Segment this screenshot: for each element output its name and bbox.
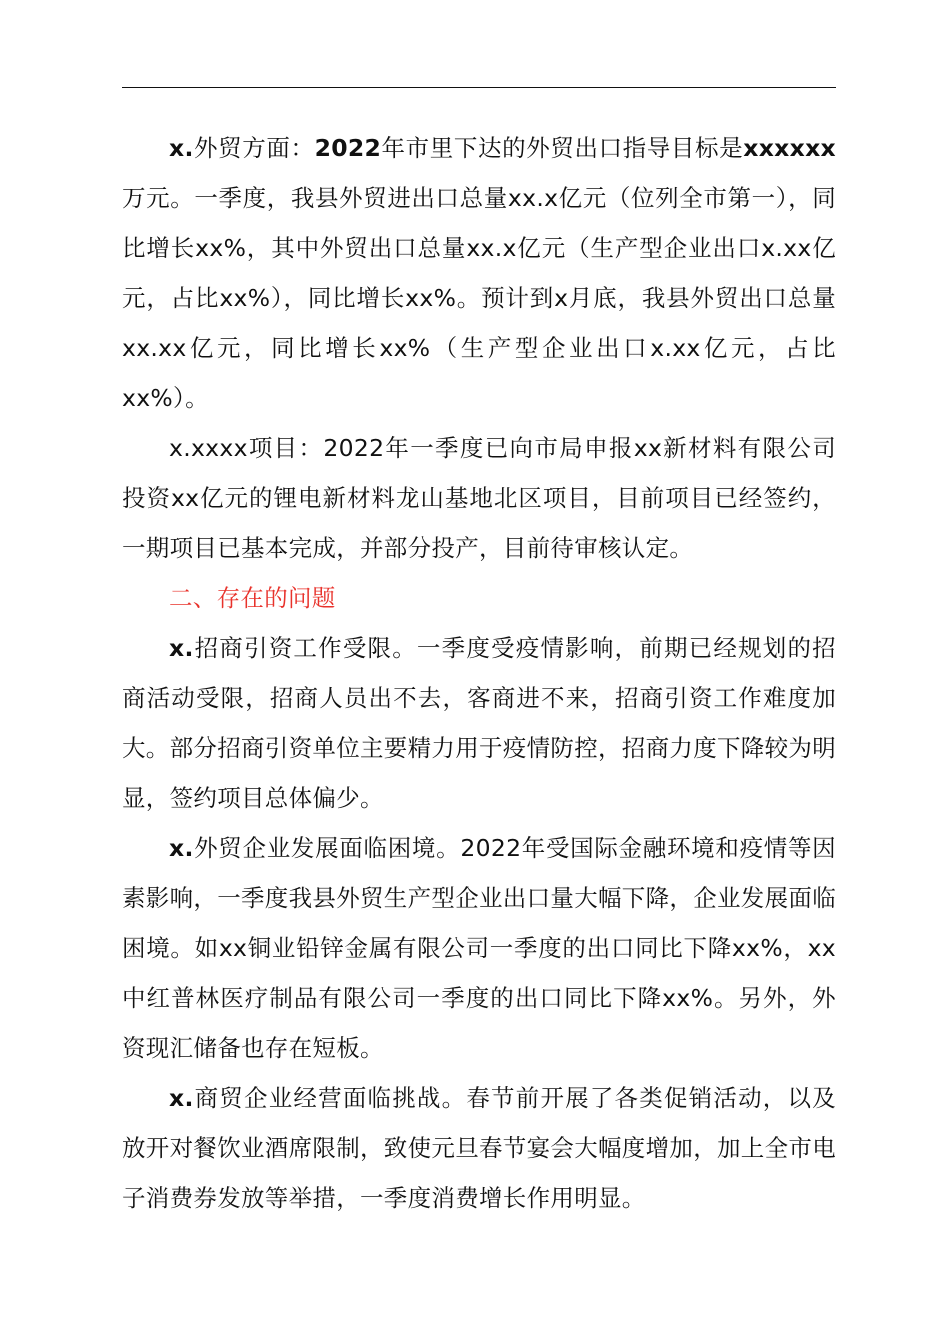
paragraph-foreign-trade — [122, 123, 836, 423]
paragraph-text: 商贸企业经营面临挑战。春节前开展了各类促销活动，以及放开对餐饮业酒席限制，致使元旦春节宴会大幅度增加，加上全市电子消费券发放等举措，一季度消费增长作用明显。 — [122, 1084, 836, 1212]
paragraph-number: x. — [169, 634, 194, 662]
paragraph-project — [122, 423, 836, 573]
paragraph-text: 外贸企业发展面临困境。2022年受国际金融环境和疫情等因素影响，一季度我县外贸生产型企业出口量大幅下降，企业发展面临困境。如xx铜业铅锌金属有限公司一季度的出口同比下降xx%，xx中红普林医疗制品有限公司一季度的出口同比下降xx%。另外，外资现汇储备也存在短板。 — [122, 834, 836, 1062]
paragraph-number: x. — [169, 834, 194, 862]
header-rule — [122, 87, 836, 88]
document-body — [122, 123, 836, 1223]
paragraph-number: x. — [169, 1084, 194, 1112]
paragraph-text: x.xxxx项目：2022年一季度已向市局申报xx新材料有限公司投资xx亿元的锂电新材料龙山基地北区项目，目前项目已经签约，一期项目已基本完成，并部分投产，目前待审核认定。 — [122, 434, 836, 562]
paragraph-commerce — [122, 1073, 836, 1223]
section-heading-problems: 二、存在的问题 — [169, 584, 336, 612]
paragraph-trade-enterprises — [122, 823, 836, 1073]
paragraph-text: 外贸方面： — [193, 134, 315, 162]
paragraph-investment — [122, 623, 836, 823]
paragraph-year: 2022 — [314, 134, 382, 162]
paragraph-target-value: xxxxxx — [743, 134, 837, 162]
paragraph-number: x. — [169, 134, 194, 162]
paragraph-text: 年市里下达的外贸出口指导目标是 — [381, 134, 744, 162]
paragraph-text: 万元。一季度，我县外贸进出口总量xx.x亿元（位列全市第一），同比增长xx%，其中外贸出口总量xx.x亿元（生产型企业出口x.xx亿元，占比xx%），同比增长xx%。预计到x月底，我县外贸出口总量xx.xx亿元，同比增长xx%（生产型企业出口x.xx亿元，占比xx%）。 — [122, 184, 836, 412]
paragraph-text: 招商引资工作受限。一季度受疫情影响，前期已经规划的招商活动受限，招商人员出不去，客商进不来，招商引资工作难度加大。部分招商引资单位主要精力用于疫情防控，招商力度下降较为明显，签约项目总体偏少。 — [122, 634, 836, 812]
